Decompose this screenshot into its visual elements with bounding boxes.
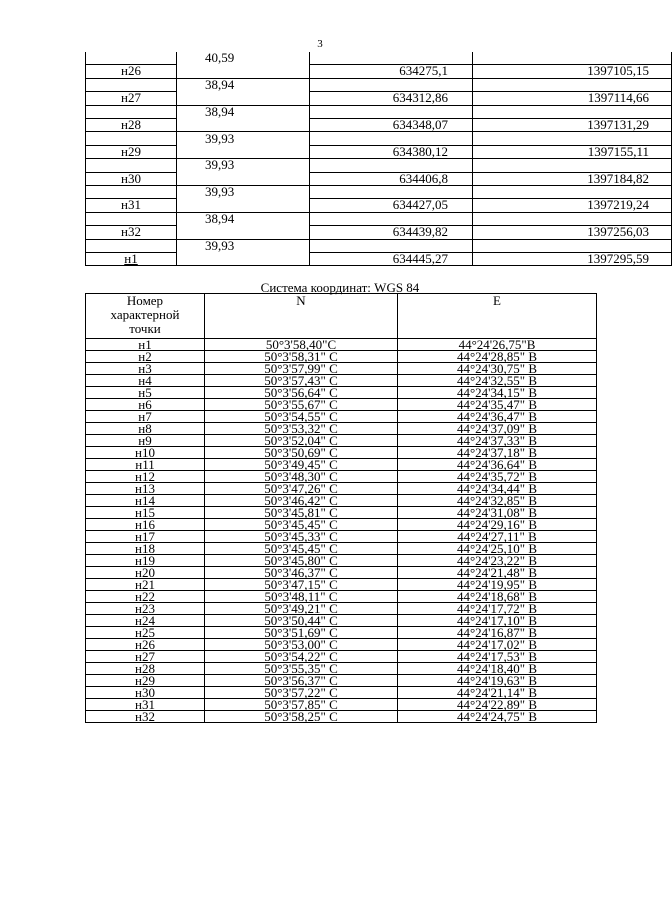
latitude-value: 50°3'46,42" С [205,495,398,507]
point-number: н20 [86,567,205,579]
latitude-value: 50°3'58,25" С [205,711,398,723]
empty-cell [177,226,310,239]
latitude-value: 50°3'52,04" С [205,435,398,447]
latitude-value: 50°3'57,22" С [205,687,398,699]
distance-row [86,52,672,65]
latitude-value: 50°3'50,44" С [205,615,398,627]
coordinate-y: 1397155,11 [473,145,672,158]
longitude-value: 44°24'37,33" В [398,435,597,447]
point-number: н7 [86,411,205,423]
longitude-value: 44°24'17,02" В [398,639,597,651]
longitude-value: 44°24'37,18" В [398,447,597,459]
latitude-value: 50°3'55,35" С [205,663,398,675]
point-row [86,92,672,105]
distance-value: 39,93 [177,239,310,252]
empty-cell [310,212,473,225]
point-number: н21 [86,579,205,591]
header-point-number-label: Номер характерной точки [110,293,180,336]
latitude-value: 50°3'57,43" С [205,375,398,387]
longitude-value: 44°24'21,48" В [398,567,597,579]
latitude-value: 50°3'53,00" С [205,639,398,651]
longitude-value: 44°24'21,14" В [398,687,597,699]
point-number: н2 [86,351,205,363]
coordinates-table-wgs84-body [86,339,597,723]
latitude-value: 50°3'58,40"С [205,339,398,351]
longitude-value: 44°24'28,85" В [398,351,597,363]
latitude-value: 50°3'57,99" С [205,363,398,375]
point-number: н32 [86,711,205,723]
coordinate-x: 634439,82 [310,226,473,239]
latitude-value: 50°3'47,15" С [205,579,398,591]
point-number: н12 [86,471,205,483]
point-row [86,118,672,131]
longitude-value: 44°24'32,55" В [398,375,597,387]
coordinate-y: 1397105,15 [473,65,672,78]
longitude-value: 44°24'18,40" В [398,663,597,675]
point-name: н29 [86,145,177,158]
empty-cell [177,252,310,265]
point-number: н27 [86,651,205,663]
coordinate-x: 634445,27 [310,252,473,265]
coordinate-y: 1397114,66 [473,92,672,105]
distance-row [86,159,672,172]
point-number: н30 [86,687,205,699]
empty-cell [310,132,473,145]
coordinate-y: 1397184,82 [473,172,672,185]
longitude-value: 44°24'36,64" В [398,459,597,471]
empty-cell [310,52,473,65]
latitude-value: 50°3'45,81" С [205,507,398,519]
latitude-value: 50°3'56,64" С [205,387,398,399]
empty-cell [177,65,310,78]
point-row [86,172,672,185]
latitude-value: 50°3'57,85" С [205,699,398,711]
distance-row [86,132,672,145]
header-point-number [86,294,205,339]
longitude-value: 44°24'35,72" В [398,471,597,483]
empty-cell [177,172,310,185]
coordinate-x: 634275,1 [310,65,473,78]
point-number: н3 [86,363,205,375]
coordinates-table-local [85,52,672,266]
latitude-value: 50°3'53,32" С [205,423,398,435]
point-row [86,145,672,158]
longitude-value: 44°24'24,75" В [398,711,597,723]
point-number: н5 [86,387,205,399]
point-number: н19 [86,555,205,567]
point-number: н8 [86,423,205,435]
point-number: н13 [86,483,205,495]
coordinate-x: 634312,86 [310,92,473,105]
point-number: н29 [86,675,205,687]
page-number: 3 [317,38,323,50]
point-number: н10 [86,447,205,459]
longitude-value: 44°24'17,72" В [398,603,597,615]
point-number: н25 [86,627,205,639]
longitude-value: 44°24'35,47" В [398,399,597,411]
longitude-value: 44°24'22,89" В [398,699,597,711]
point-row [86,226,672,239]
empty-cell [177,199,310,212]
distance-value: 39,93 [177,132,310,145]
empty-cell [177,145,310,158]
point-number: н31 [86,699,205,711]
distance-row [86,212,672,225]
latitude-value: 50°3'45,80" С [205,555,398,567]
latitude-value: 50°3'45,45" С [205,543,398,555]
distance-row [86,185,672,198]
point-number: н6 [86,399,205,411]
latitude-value: 50°3'46,37" С [205,567,398,579]
longitude-value: 44°24'17,53" В [398,651,597,663]
empty-cell [177,118,310,131]
longitude-value: 44°24'31,08" В [398,507,597,519]
coordinate-y: 1397219,24 [473,199,672,212]
distance-value: 38,94 [177,212,310,225]
point-name: н28 [86,118,177,131]
latitude-value: 50°3'47,26" С [205,483,398,495]
latitude-value: 50°3'49,21" С [205,603,398,615]
point-row [86,65,672,78]
distance-row [86,105,672,118]
longitude-value: 44°24'29,16" В [398,519,597,531]
coordinate-y: 1397131,29 [473,118,672,131]
distance-row [86,239,672,252]
coordinate-y: 1397256,03 [473,226,672,239]
point-name: н27 [86,92,177,105]
longitude-value: 44°24'19,95" В [398,579,597,591]
longitude-value: 44°24'34,44" В [398,483,597,495]
empty-cell [310,78,473,91]
table-row [86,711,597,723]
point-number: н15 [86,507,205,519]
empty-cell [310,159,473,172]
empty-cell [310,239,473,252]
point-name: н26 [86,65,177,78]
latitude-value: 50°3'55,67" С [205,399,398,411]
distance-value: 39,93 [177,159,310,172]
latitude-value: 50°3'54,55" С [205,411,398,423]
latitude-value: 50°3'58,31" С [205,351,398,363]
point-number: н23 [86,603,205,615]
distance-row [86,78,672,91]
header-latitude: N [205,294,398,339]
coordinate-system-title: Система координат: WGS 84 [260,280,420,295]
longitude-value: 44°24'17,10" В [398,615,597,627]
point-number: н28 [86,663,205,675]
latitude-value: 50°3'51,69" С [205,627,398,639]
latitude-value: 50°3'45,45" С [205,519,398,531]
point-number: н17 [86,531,205,543]
empty-cell [310,185,473,198]
longitude-value: 44°24'32,85" В [398,495,597,507]
point-number: н9 [86,435,205,447]
distance-value: 39,93 [177,185,310,198]
coordinate-y: 1397295,59 [473,252,672,265]
point-number: н11 [86,459,205,471]
latitude-value: 50°3'48,30" С [205,471,398,483]
latitude-value: 50°3'54,22" С [205,651,398,663]
header-longitude: E [398,294,597,339]
point-name: н32 [86,226,177,239]
point-number: н14 [86,495,205,507]
coordinates-table-wgs84 [85,293,597,723]
latitude-value: 50°3'50,69" С [205,447,398,459]
coordinate-x: 634406,8 [310,172,473,185]
point-name: н1 [86,252,177,265]
empty-cell [177,92,310,105]
distance-value: 40,59 [177,52,310,65]
longitude-value: 44°24'37,09" В [398,423,597,435]
longitude-value: 44°24'23,22" В [398,555,597,567]
coordinates-table-local-body [86,52,672,266]
longitude-value: 44°24'30,75" В [398,363,597,375]
latitude-value: 50°3'48,11" С [205,591,398,603]
longitude-value: 44°24'19,63" В [398,675,597,687]
point-number: н4 [86,375,205,387]
longitude-value: 44°24'25,10" В [398,543,597,555]
point-number: н18 [86,543,205,555]
longitude-value: 44°24'27,11" В [398,531,597,543]
coordinate-x: 634427,05 [310,199,473,212]
point-row [86,252,672,265]
longitude-value: 44°24'26,75"В [398,339,597,351]
point-number: н1 [86,339,205,351]
longitude-value: 44°24'34,15" В [398,387,597,399]
coordinate-x: 634380,12 [310,145,473,158]
point-number: н24 [86,615,205,627]
latitude-value: 50°3'45,33" С [205,531,398,543]
point-number: н26 [86,639,205,651]
latitude-value: 50°3'49,45" С [205,459,398,471]
empty-cell [310,105,473,118]
longitude-value: 44°24'16,87" В [398,627,597,639]
point-name: н30 [86,172,177,185]
distance-value: 38,94 [177,78,310,91]
longitude-value: 44°24'36,47" В [398,411,597,423]
point-row [86,199,672,212]
longitude-value: 44°24'18,68" В [398,591,597,603]
point-number: н16 [86,519,205,531]
point-name: н31 [86,199,177,212]
latitude-value: 50°3'56,37" С [205,675,398,687]
point-number: н22 [86,591,205,603]
table-header-row [86,294,597,339]
coordinate-x: 634348,07 [310,118,473,131]
distance-value: 38,94 [177,105,310,118]
